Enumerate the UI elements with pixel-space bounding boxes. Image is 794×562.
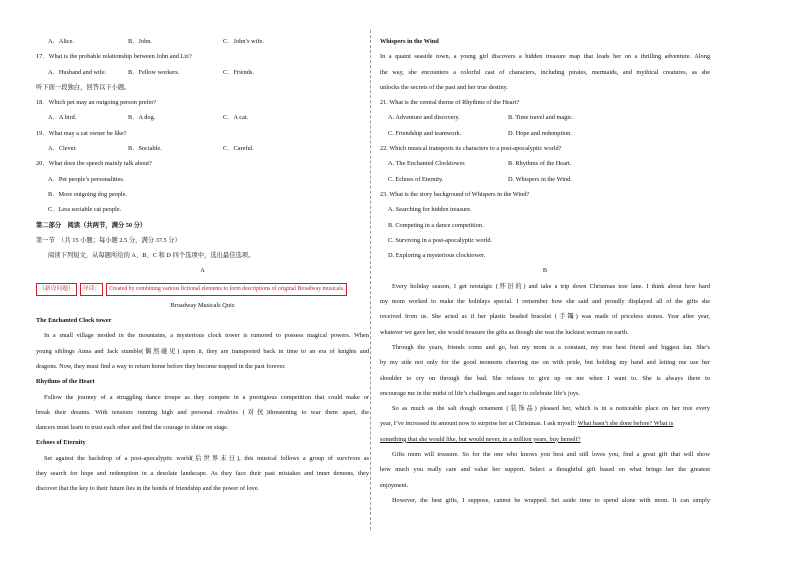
q20-option-a: A．Pet people’s personalities. xyxy=(48,175,125,183)
passage-b-paragraph-4-line: how much you really care and value her support. Select a thoughtful gift based on what brings her the greatest xyxy=(380,466,710,474)
q19-options xyxy=(36,141,369,156)
q21-option-d: D. Hope and redemption. xyxy=(508,129,572,137)
q22-options-row2 xyxy=(380,172,710,187)
q18-option-a: A．A bird. xyxy=(48,114,77,122)
passage-b-paragraph-2-line: Through the years, friends come and go, but my mom is a constant, my true best friend and biggest fan. She’s xyxy=(392,343,710,351)
musical-paragraph-1-line: In a small village nestled in the mountains, a mysterious clock tower is rumored to possess magical powers. When xyxy=(44,332,369,340)
musical-heading-1: The Enchanted Clock tower xyxy=(36,317,112,325)
right-column xyxy=(380,34,710,508)
q21-options-row2 xyxy=(380,126,710,141)
q17-option-c: C．Friends. xyxy=(223,68,254,76)
q22-option-c: C. Echoes of Eternity. xyxy=(388,175,444,183)
reading-instruction: 阅读下列短文，从每题所给的 A、B、C 和 D 四个选项中，选出最佳选项。 xyxy=(48,252,255,260)
passage-b-paragraph-1-line: my mom worked to make the holidays special. I remember how she said and proudly displayed all of the gifts she xyxy=(380,298,710,306)
q20-option-c: C．Less sociable cat people. xyxy=(48,206,122,214)
q23-question: 23. What is the story background of Whispers in the Wind? xyxy=(380,190,530,198)
listening-instruction: 听下面一段独白，回答以下小题。 xyxy=(36,83,131,91)
q17-option-a: A．Husband and wife. xyxy=(48,68,107,76)
q16-option-a: A．Alice. xyxy=(48,38,75,45)
passage-a-label: A xyxy=(200,267,205,275)
column-divider xyxy=(370,30,371,530)
musical-heading-4: Whispers in the Wind xyxy=(380,38,439,45)
q22-question: 22. Which musical transports its characters to a post-apocalyptic world? xyxy=(380,145,562,153)
paragraph-3-text: year, I’ve increased its amount now to surprise her at Christmas. I ask myself: xyxy=(380,420,578,428)
q22-option-a: A. The Enchanted Clocktower. xyxy=(388,160,466,168)
q23-option-b: B. Competing in a dance competition. xyxy=(388,221,484,229)
underlined-question: What hasn’t she done before? What is xyxy=(577,420,674,428)
q20-option-b: B．More outgoing dog people. xyxy=(48,190,128,198)
q21-question: 21. What is the central theme of Rhythms of the Heart? xyxy=(380,99,520,107)
q21-option-a: A. Adventure and discovery. xyxy=(388,114,460,122)
q16-option-b: B．John. xyxy=(128,38,152,45)
q21-options-row1 xyxy=(380,110,710,125)
q22-option-d: D. Whispers in the Wind. xyxy=(508,175,572,183)
musical-paragraph-2-line: break their dreams. With tensions running high and personal rivalries (对抗)threatening to tear them apart, the xyxy=(36,408,369,416)
musical-paragraph-2-line: dancers must learn to trust each other and find the courage to shine on stage. xyxy=(36,424,229,432)
passage-b-paragraph-4-line: Gifts mom will treasure. So for the one who knows you best and still loves you, find a great gift that will show xyxy=(392,451,710,459)
left-column xyxy=(36,34,369,497)
musical-paragraph-1-line: young siblings Anna and Jack stumble(偶然碰见) upon it, they are transported back in time to an era of knights and xyxy=(36,347,369,355)
passage-b-paragraph-3-line: So as much as the salt dough ornament (装饰品) pleased her, which is in a noticeable place on her tree every xyxy=(392,405,710,413)
underlined-question: something that she would like, but would never, in a million years, buy herself? xyxy=(380,435,581,443)
passage-b-paragraph-5-line: However, the best gifts, I suppose, cannot be wrapped. Set aside time to spend alone with mom. It can simply xyxy=(392,496,710,504)
musical-paragraph-3-line: they search for hope and redemption in a desolate landscape. As they face their past mistakes and inner demons, they xyxy=(36,470,369,478)
q17-option-b: B．Fellow workers. xyxy=(128,68,180,76)
passage-b-label: B xyxy=(542,267,548,275)
q17-options xyxy=(36,65,369,80)
passage-b-paragraph-4-line: enjoyment. xyxy=(380,481,409,489)
passage-b-paragraph-2-line: by my side not only for the good moments cheering me on with pride, but holding my hand and letting me use her xyxy=(380,359,710,367)
q16-options xyxy=(36,34,369,49)
musical-heading-3: Echoes of Eternity xyxy=(36,439,86,447)
guide-annotation xyxy=(36,283,369,296)
passage-b-paragraph-1-line: whatever we gave her, she would treasure the gifts as though she was the luckiest woman on earth. xyxy=(380,328,629,336)
musical-heading-2: Rhythms of the Heart xyxy=(36,378,95,386)
passage-b-paragraph-3-line xyxy=(380,416,710,431)
q17-question: 17．What is the probable relationship between John and Liz? xyxy=(36,53,192,61)
section-one-heading: 第一节 （共 15 小题；每小题 2.5 分，满分 37.5 分） xyxy=(36,236,181,244)
q19-option-b: B．Sociable. xyxy=(128,145,162,153)
passage-b-paragraph-2-line: encourage me in the midst of life’s challenges and eager to celebrate life’s joys. xyxy=(380,389,581,397)
q21-option-b: B. Time travel and magic. xyxy=(508,114,574,122)
q22-option-b: B. Rhythms of the Heart. xyxy=(508,160,572,168)
musical-paragraph-4-line: unlocks the secrets of the past and her true destiny. xyxy=(380,83,508,91)
q19-question: 19．What may a cat owner be like? xyxy=(36,129,127,137)
q16-option-c: C．John’s wife. xyxy=(223,38,264,45)
musical-paragraph-1-line: dragons. Now, they must find a way to return home before they become trapped in the past forever. xyxy=(36,362,286,370)
musical-paragraph-3-line: discover that the key to their future lies in the bonds of friendship and the power of love. xyxy=(36,485,260,493)
q19-option-a: A．Clever. xyxy=(48,145,77,153)
q19-option-c: C．Careful. xyxy=(223,145,254,153)
musical-paragraph-2-line: Follow the journey of a struggling dance troupe as they compete in a prestigious competition that could make or xyxy=(44,393,369,401)
new-question-tag: （新设问题） xyxy=(36,283,77,296)
guide-tag: 导读： xyxy=(80,283,103,296)
passage-b-paragraph-2-line: shoulder to cry on through the bad. She refuses to give up on me when I want to. She is always there to xyxy=(380,374,710,382)
musical-paragraph-4-line: the way, she encounters a colorful cast of characters, including pirates, mermaids, and mythical creatures, as she xyxy=(380,68,710,76)
q23-option-c: C. Surviving in a post-apocalyptic world. xyxy=(388,236,493,244)
part-two-heading: 第二部分 阅读（共两节，满分 50 分） xyxy=(36,221,147,229)
quiz-title: Broadway Musicals Quiz xyxy=(170,301,235,309)
musical-paragraph-3-line: Set against the backdrop of a post-apocalyptic world(后世界末日), this musical follows a group of survivors as xyxy=(44,454,369,462)
passage-b-paragraph-1-line: received from us. She acted as if her plastic beaded bracelet (手镯) was made of priceless stones. Year after year, xyxy=(380,313,710,321)
q18-options xyxy=(36,110,369,125)
q18-option-b: B．A dog. xyxy=(128,114,156,122)
musical-paragraph-4-line: In a quaint seaside town, a young girl discovers a hidden treasure map that leads her on a thrilling adventure. Along xyxy=(380,53,710,61)
q22-options-row1 xyxy=(380,156,710,171)
q18-question: 18．Which pet may an outgoing person prefer? xyxy=(36,99,157,107)
q20-question: 20．What does the speech mainly talk about? xyxy=(36,160,152,168)
q23-option-d: D. Exploring a mysterious clocktower. xyxy=(388,252,486,260)
q23-option-a: A. Searching for hidden treasure. xyxy=(388,206,472,214)
guide-text: Created by combining various fictional elements to form descriptions of original Broadway musicals. xyxy=(106,283,347,296)
q18-option-c: C．A cat. xyxy=(223,114,249,122)
passage-b-paragraph-1-line: Every holiday season, I get nostalgic (怀旧的) and take a trip down Christmas tree lane. I think about how hard xyxy=(392,282,710,290)
q21-option-c: C. Friendship and teamwork. xyxy=(388,129,462,137)
